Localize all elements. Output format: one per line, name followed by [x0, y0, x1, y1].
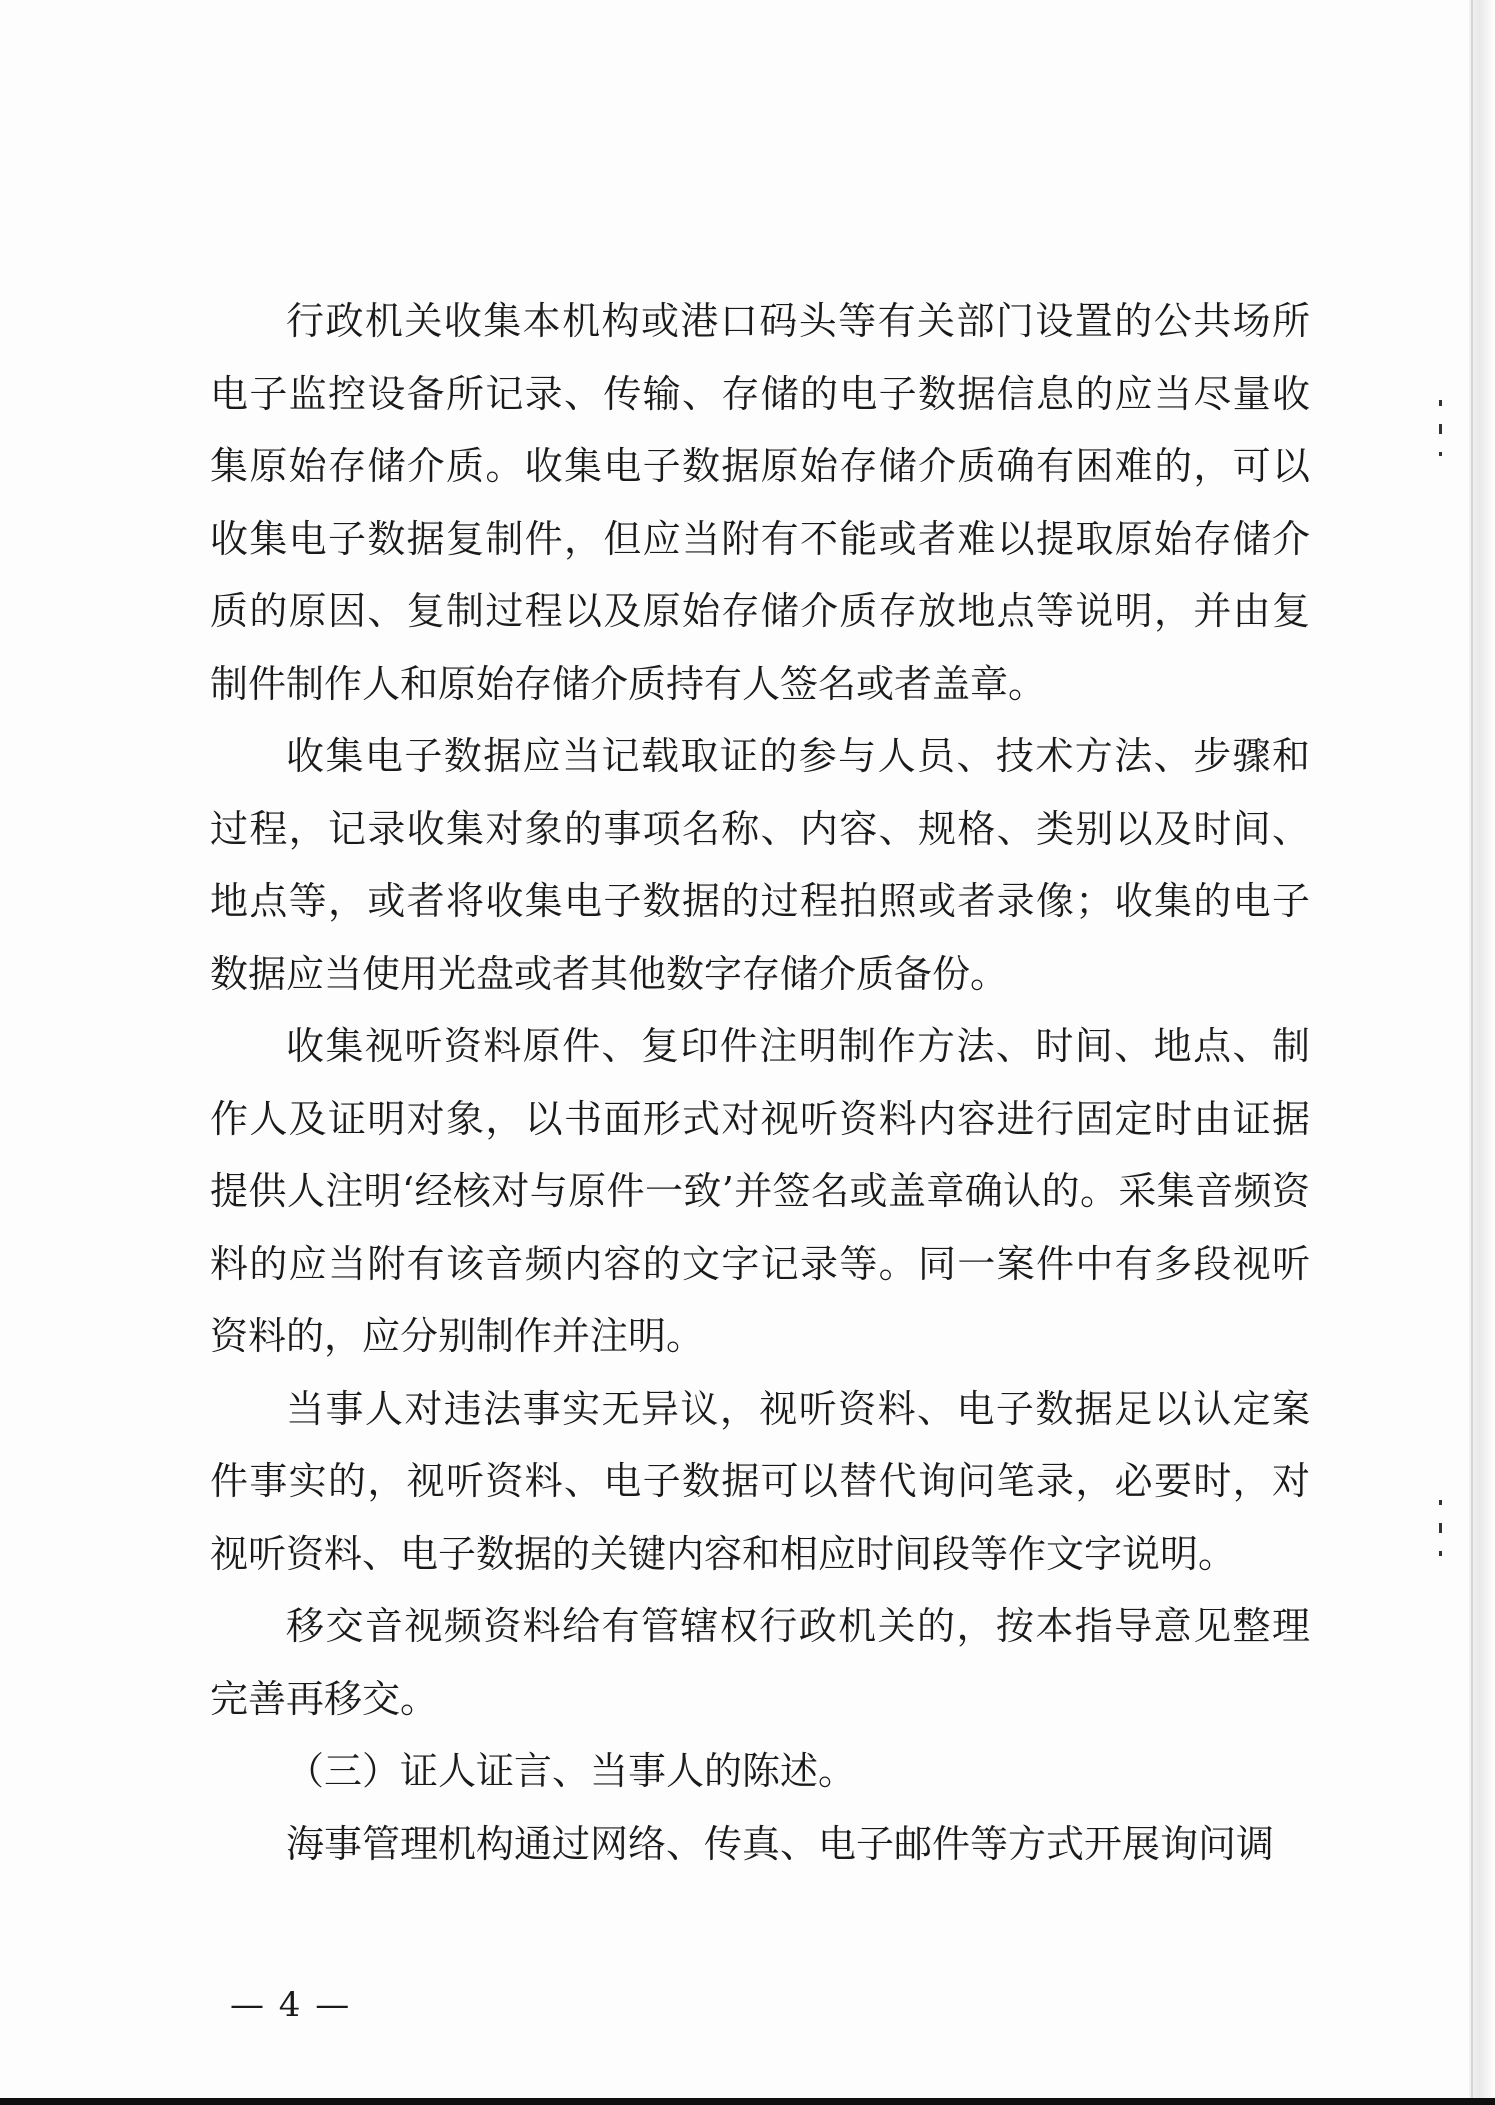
scan-bottom-edge — [0, 2098, 1495, 2105]
binding-mark — [1439, 1551, 1442, 1556]
section-heading-witness-testimony: （三）证人证言、当事人的陈述。 — [286, 1749, 857, 1793]
paragraph-no-objection: 当事人对违法事实无异议，视听资料、电子数据足以认定案件事实的，视听资料、电子数据可以替代询问笔录，必要时，对视听资料、电子数据的关键内容和相应时间段等作文字说明。 — [210, 1386, 1310, 1576]
paragraph-audiovisual-materials: 收集视听资料原件、复印件注明制作方法、时间、地点、制作人及证明对象，以书面形式对视听资料内容进行固定时由证据提供人注明‘经核对与原件一致’并签名或盖章确认的。采集音频资料的应当附有该音频内容的文字记录等。同一案件中有多段视听资料的，应分别制作并注明。 — [210, 1024, 1310, 1358]
paragraph-maritime-inquiry: 海事管理机构通过网络、传真、电子邮件等方式开展询问调 — [286, 1821, 1275, 1866]
paragraph-electronic-data-collection: 收集电子数据应当记载取证的参与人员、技术方法、步骤和过程，记录收集对象的事项名称、内容、规格、类别以及时间、地点等，或者将收集电子数据的过程拍照或者录像；收集的电子数据应当使用光盘或者其他数字存储介质备份。 — [210, 734, 1310, 996]
paragraph-transfer: 移交音视频资料给有管辖权行政机关的，按本指导意见整理完善再移交。 — [210, 1604, 1310, 1721]
document-body — [210, 285, 1310, 1880]
binding-mark — [1439, 1523, 1442, 1533]
paragraph-electronic-monitoring: 行政机关收集本机构或港口码头等有关部门设置的公共场所电子监控设备所记录、传输、存储的电子数据信息的应当尽量收集原始存储介质。收集电子数据原始存储介质确有困难的，可以收集电子数据复制件，但应当附有不能或者难以提取原始存储介质的原因、复制过程以及原始存储介质存放地点等说明，并由复制件制作人和原始存储介质持有人签名或者盖章。 — [210, 299, 1310, 706]
binding-mark — [1439, 424, 1442, 434]
page-number: — 4 — — [230, 1985, 352, 2025]
binding-mark — [1439, 1500, 1442, 1505]
page-edge-line — [1471, 0, 1473, 2105]
binding-marks-upper — [1439, 400, 1443, 474]
binding-mark — [1439, 452, 1442, 456]
binding-marks-lower — [1439, 1500, 1443, 1574]
binding-mark — [1439, 400, 1442, 406]
